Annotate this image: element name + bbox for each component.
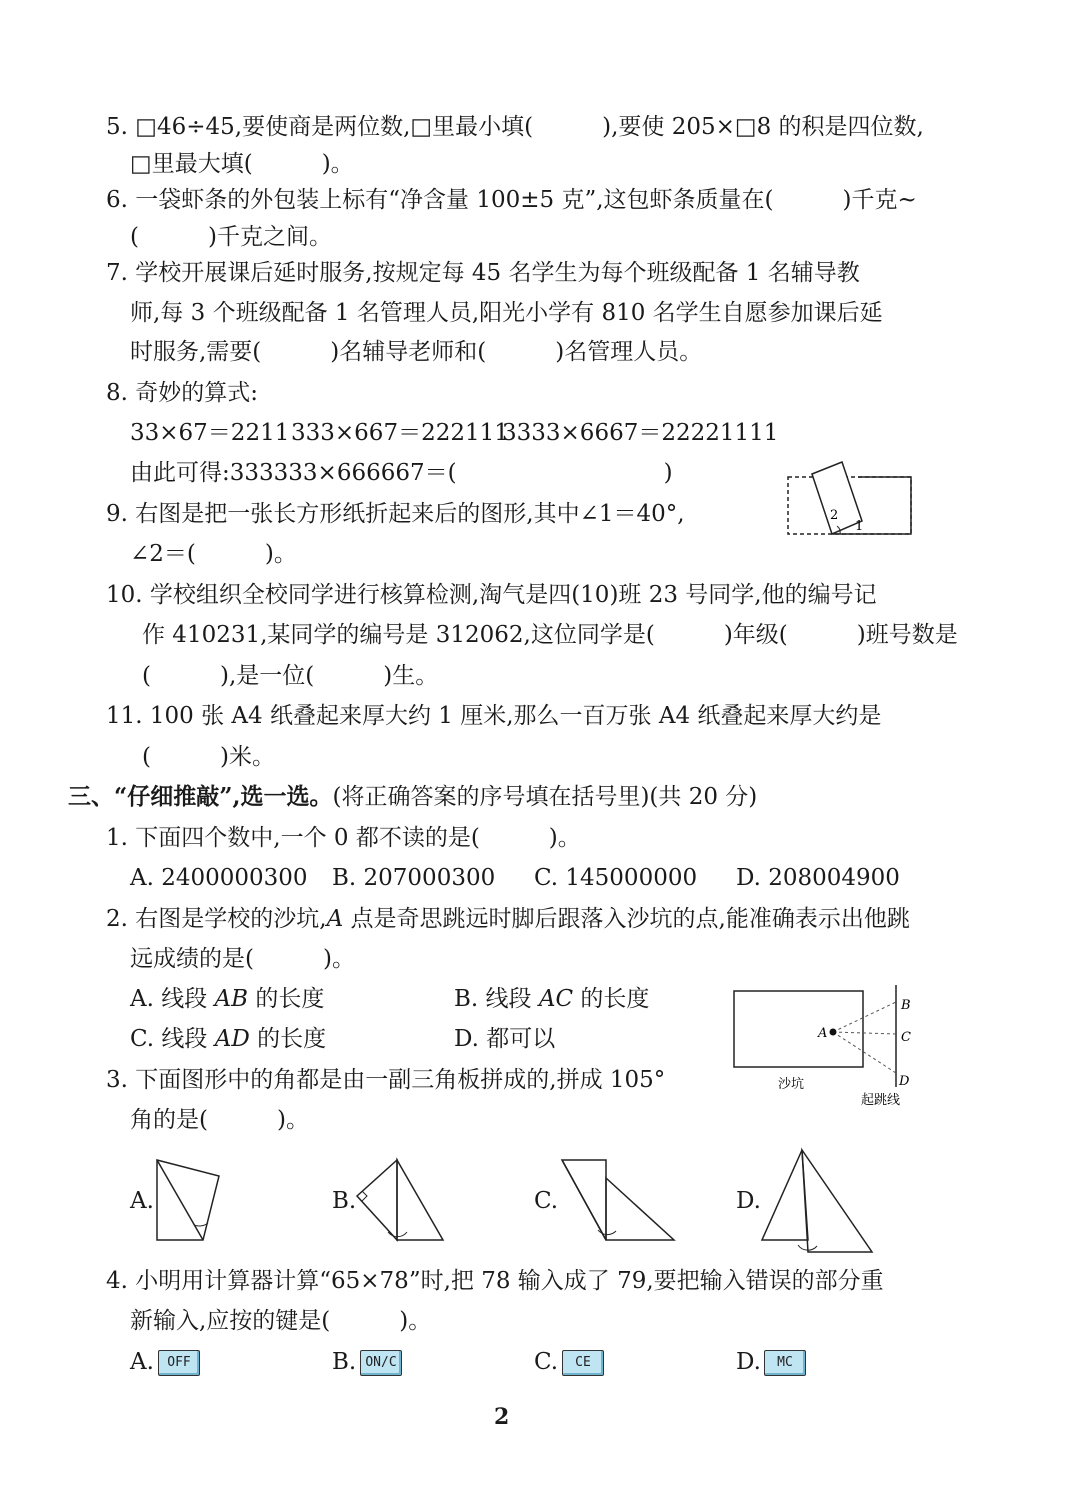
sand-pit-figure bbox=[730, 985, 920, 1110]
q8-line1: 8. 奇妙的算式: bbox=[106, 380, 259, 406]
folded-paper-figure bbox=[780, 460, 920, 540]
s3-q2-option-a bbox=[130, 983, 324, 1015]
shape-a-diagonal bbox=[157, 1160, 203, 1240]
opt-c-post: 的长度 bbox=[249, 1026, 327, 1052]
s3-q2-text-a: 2. 右图是学校的沙坑, bbox=[106, 906, 327, 932]
shape-b-right-triangle bbox=[397, 1160, 443, 1240]
q9-line2: ∠2＝( )。 bbox=[130, 541, 297, 567]
q8-equation-3: 3333×6667＝22221111 bbox=[502, 420, 779, 446]
triangle-set-c bbox=[560, 1158, 680, 1244]
q10-line3: ( ),是一位( )生。 bbox=[142, 663, 439, 689]
opt-d-pre: D. 都可以 bbox=[454, 1026, 556, 1052]
triangle-set-b bbox=[355, 1158, 450, 1244]
s3-q2-line1 bbox=[106, 903, 910, 935]
s3-q2-text-c: 点是奇思跳远时脚后跟落入沙坑的点,能准确表示出他跳 bbox=[343, 906, 910, 932]
key-off-button: OFF bbox=[158, 1350, 200, 1376]
s3-q4-option-c-label: C. bbox=[534, 1349, 559, 1375]
section3-heading bbox=[68, 781, 757, 813]
opt-c-seg: AD bbox=[214, 1026, 250, 1052]
s3-q2-option-c bbox=[130, 1023, 326, 1055]
opt-a-post: 的长度 bbox=[248, 986, 325, 1012]
opt-a-seg: AB bbox=[214, 986, 249, 1012]
s3-q1-option-b: B. 207000300 bbox=[332, 865, 496, 891]
q6-line1: 6. 一袋虾条的外包装上标有“净含量 100±5 克”,这包虾条质量在( )千克~ bbox=[106, 187, 917, 213]
angle-1-label: 1 bbox=[855, 519, 864, 534]
s3-q4-option-a-label: A. bbox=[130, 1349, 154, 1375]
opt-c-pre: C. 线段 bbox=[130, 1026, 215, 1052]
label-b: B bbox=[901, 998, 911, 1013]
shape-c-hypotenuse bbox=[562, 1160, 606, 1240]
opt-b-seg: AC bbox=[538, 986, 574, 1012]
takeoff-line-label: 起跳线 bbox=[861, 1093, 901, 1108]
label-d: D bbox=[899, 1074, 910, 1089]
s3-q3-option-a: A. bbox=[130, 1188, 154, 1214]
s3-q1-option-c: C. 145000000 bbox=[534, 865, 698, 891]
label-a: A bbox=[818, 1026, 828, 1041]
s3-q3-option-d: D. bbox=[736, 1188, 761, 1214]
q7-line3: 时服务,需要( )名辅导老师和( )名管理人员。 bbox=[130, 339, 703, 365]
s3-q2-option-b bbox=[454, 983, 649, 1015]
key-mc-button: MC bbox=[764, 1350, 806, 1376]
s3-q2-point-a: A bbox=[326, 906, 344, 932]
shape-d-tall-triangle bbox=[762, 1150, 808, 1240]
s3-q4-option-b-label: B. bbox=[332, 1349, 357, 1375]
s3-q3-line1: 3. 下面图形中的角都是由一副三角板拼成的,拼成 105° bbox=[106, 1067, 666, 1093]
key-on-c-button: ON/C bbox=[360, 1350, 402, 1376]
section3-title: 三、“仔细推敲”,选一选。 bbox=[68, 783, 333, 810]
s3-q1-option-a: A. 2400000300 bbox=[130, 865, 308, 891]
q11-line1: 11. 100 张 A4 纸叠起来厚大约 1 厘米,那么一百万张 A4 纸叠起来厚大约是 bbox=[106, 703, 882, 729]
shape-a-outline bbox=[157, 1160, 219, 1240]
s3-q1-option-d: D. 208004900 bbox=[736, 865, 900, 891]
s3-q4-line1: 4. 小明用计算器计算“65×78”时,把 78 输入成了 79,要把输入错误的部分重 bbox=[106, 1268, 884, 1294]
opt-a-pre: A. 线段 bbox=[130, 986, 215, 1012]
q9-line1: 9. 右图是把一张长方形纸折起来后的图形,其中∠1＝40°, bbox=[106, 501, 685, 527]
s3-q3-option-b: B. bbox=[332, 1188, 357, 1214]
q5-line2: □里最大填( )。 bbox=[130, 151, 354, 177]
sand-pit-label: 沙坑 bbox=[778, 1077, 805, 1092]
q8-equation-2: 333×667＝222111 bbox=[291, 420, 509, 446]
key-ce-button: CE bbox=[562, 1350, 604, 1376]
s3-q3-option-c: C. bbox=[534, 1188, 559, 1214]
triangle-set-a bbox=[155, 1158, 225, 1244]
sand-pit-rect bbox=[734, 991, 863, 1067]
s3-q1-stem: 1. 下面四个数中,一个 0 都不读的是( )。 bbox=[106, 825, 581, 851]
s3-q4-line2: 新输入,应按的键是( )。 bbox=[130, 1308, 432, 1334]
shape-d-wide-triangle bbox=[802, 1150, 872, 1252]
segment-ac bbox=[833, 1032, 896, 1034]
opt-b-pre: B. 线段 bbox=[454, 986, 539, 1012]
label-c: C bbox=[901, 1030, 911, 1045]
s3-q3-line2: 角的是( )。 bbox=[130, 1107, 309, 1133]
angle-2-label: 2 bbox=[830, 508, 839, 523]
s3-q4-option-d-label: D. bbox=[736, 1349, 761, 1375]
shape-c-right-triangle bbox=[606, 1178, 674, 1240]
shape-b-right-angle-mark bbox=[362, 1191, 367, 1201]
q10-line1: 10. 学校组织全校同学进行核算检测,淘气是四(10)班 23 号同学,他的编号记 bbox=[106, 582, 877, 608]
q5-line1: 5. □46÷45,要使商是两位数,□里最小填( ),要使 205×□8 的积是四位数, bbox=[106, 114, 924, 140]
s3-q2-option-d bbox=[454, 1023, 555, 1055]
page-number: 2 bbox=[494, 1404, 510, 1430]
q6-line2: ( )千克之间。 bbox=[130, 224, 332, 250]
segment-ab bbox=[833, 1002, 896, 1032]
q7-line1: 7. 学校开展课后延时服务,按规定每 45 名学生为每个班级配备 1 名辅导教 bbox=[106, 260, 860, 286]
q10-line2: 作 410231,某同学的编号是 312062,这位同学是( )年级( )班号数是 bbox=[142, 622, 958, 648]
point-a bbox=[830, 1029, 837, 1036]
q8-equation-1: 33×67＝2211 bbox=[130, 420, 290, 446]
s3-q2-line2: 远成绩的是( )。 bbox=[130, 946, 355, 972]
q7-line2: 师,每 3 个班级配备 1 名管理人员,阳光小学有 810 名学生自愿参加课后延 bbox=[130, 300, 883, 326]
q8-line3: 由此可得:333333×666667＝( ) bbox=[130, 460, 673, 486]
q11-line2: ( )米。 bbox=[142, 744, 275, 770]
triangle-set-d bbox=[760, 1148, 875, 1256]
opt-b-post: 的长度 bbox=[573, 986, 650, 1012]
section3-note: (将正确答案的序号填在括号里)(共 20 分) bbox=[332, 784, 758, 810]
